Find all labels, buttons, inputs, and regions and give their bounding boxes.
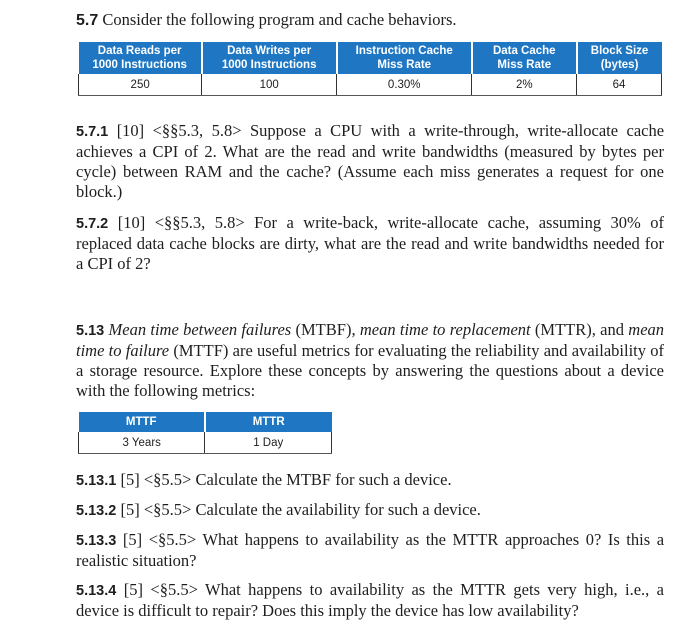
- table-cell: 1 Day: [205, 432, 332, 454]
- question-text: Suppose a CPU with a write-through, write-allocate cache achieves a CPI of 2. What are the read and write bandwidths (measured by bytes per cycle) between RAM and the cache? (Assume each miss generates a request for one block.): [76, 121, 665, 201]
- question-text: Calculate the availability for such a device.: [195, 500, 481, 519]
- reliability-table: [78, 412, 332, 454]
- problem-number: 5.7: [76, 12, 99, 29]
- question-points: [5]: [120, 470, 140, 489]
- header-icache-miss: Instruction Cache Miss Rate: [337, 42, 472, 74]
- question-points: [10]: [117, 213, 146, 232]
- question-ref: <§5.5>: [143, 470, 192, 489]
- header-dcache-miss: Data Cache Miss Rate: [472, 42, 577, 74]
- table-cell: 0.30%: [337, 74, 472, 96]
- header-block-size: Block Size (bytes): [577, 42, 662, 74]
- intro-text: (MTTF) are useful metrics for evaluating the reliability and availability of a storage resource. Explore these concepts by answering the questions about a device with the following metrics:: [76, 341, 664, 400]
- question-number: 5.7.1: [76, 124, 109, 140]
- table-cell: 250: [79, 74, 202, 96]
- question-text: What happens to availability as the MTTR approaches 0? Is this a realistic situation?: [76, 530, 665, 570]
- question-text: What happens to availability as the MTTR gets very high, i.e., a device is difficult to repair? Does this imply the device has low availability?: [76, 580, 665, 620]
- question-ref: <§5.5>: [148, 530, 197, 549]
- question-points: [5]: [122, 530, 143, 549]
- table-cell: 64: [577, 74, 662, 96]
- question-5-7-1: [76, 121, 664, 202]
- table-header-row: [79, 412, 332, 432]
- table-row: [79, 432, 332, 454]
- question-number: 5.13.3: [76, 533, 117, 549]
- question-5-7-2: [76, 213, 664, 274]
- question-5-13-1: [76, 470, 664, 491]
- cache-behavior-table: [78, 42, 662, 96]
- question-text: For a write-back, write-allocate cache, assuming 30% of replaced data cache blocks are dirty, what are the read and write bandwidths needed for a CPI of 2?: [76, 213, 664, 273]
- header-mttr: MTTR: [205, 412, 332, 432]
- question-points: [5]: [123, 580, 143, 599]
- term-mttf: mean time to failure: [76, 320, 665, 360]
- intro-text: (MTTR), and: [530, 320, 629, 339]
- table-header-row: [79, 42, 662, 74]
- problem-intro: Consider the following program and cache behaviors.: [102, 10, 457, 29]
- header-mttf: MTTF: [79, 412, 205, 432]
- question-ref: <§§5.3, 5.8>: [152, 121, 242, 140]
- problem-5-13: [76, 320, 664, 401]
- question-text: Calculate the MTBF for such a device.: [195, 470, 452, 489]
- question-number: 5.13.1: [76, 473, 117, 489]
- intro-text: (MTBF),: [291, 320, 360, 339]
- table-row: [79, 74, 662, 96]
- question-ref: <§§5.3, 5.8>: [154, 213, 245, 232]
- question-number: 5.7.2: [76, 216, 109, 232]
- question-number: 5.13.2: [76, 503, 117, 519]
- question-ref: <§5.5>: [143, 500, 192, 519]
- question-ref: <§5.5>: [150, 580, 198, 599]
- header-data-writes: Data Writes per 1000 Instructions: [202, 42, 337, 74]
- question-number: 5.13.4: [76, 583, 117, 599]
- table-cell: 2%: [472, 74, 577, 96]
- table-cell: 3 Years: [79, 432, 205, 454]
- question-5-13-2: [76, 500, 664, 521]
- question-5-13-3: [76, 530, 664, 571]
- header-data-reads: Data Reads per 1000 Instructions: [79, 42, 202, 74]
- question-points: [5]: [120, 500, 140, 519]
- term-mtbf: Mean time between failures: [108, 320, 292, 339]
- problem-5-7-heading: [76, 10, 664, 31]
- term-mttr: mean time to replacement: [359, 320, 531, 339]
- question-points: [10]: [116, 121, 145, 140]
- problem-number: 5.13: [76, 323, 105, 339]
- table-cell: 100: [202, 74, 337, 96]
- question-5-13-4: [76, 580, 664, 621]
